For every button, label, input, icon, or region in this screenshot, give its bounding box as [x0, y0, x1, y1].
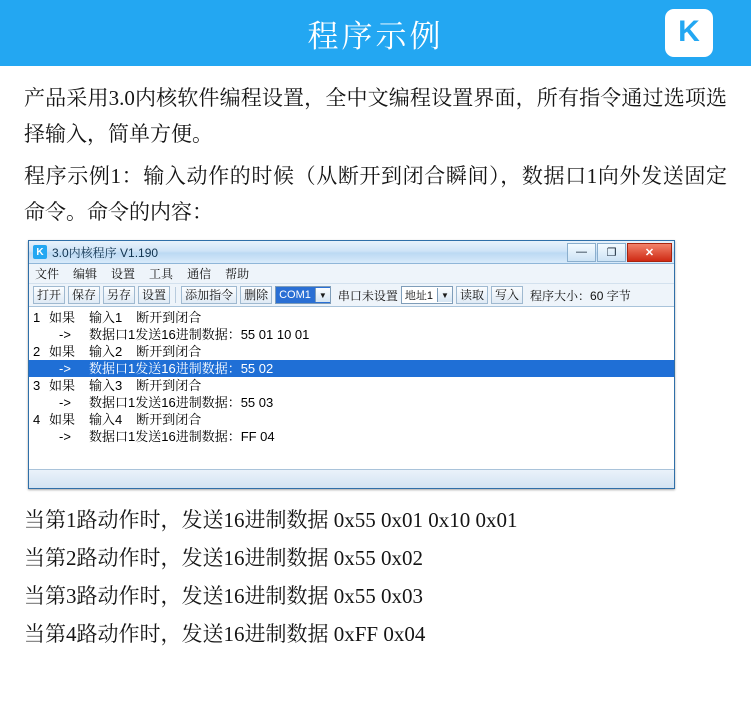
- program-editor-window: [28, 240, 675, 489]
- program-row[interactable]: [29, 377, 674, 394]
- address-value: 地址1: [404, 290, 434, 302]
- write-button[interactable]: 写入: [491, 286, 523, 304]
- row-number: 4: [33, 412, 41, 427]
- program-row-selected[interactable]: [29, 360, 674, 377]
- settings-button[interactable]: 设置: [138, 286, 170, 304]
- menu-item-comm[interactable]: 通信: [187, 267, 212, 281]
- close-button[interactable]: ✕: [627, 243, 672, 262]
- menubar: [29, 264, 674, 284]
- brand-logo-icon: K: [678, 15, 700, 48]
- save-as-button[interactable]: 另存: [103, 286, 135, 304]
- row-action: 数据口1发送16进制数据：55 02: [89, 361, 274, 376]
- maximize-button[interactable]: ❐: [597, 243, 626, 262]
- statusbar: [29, 469, 674, 488]
- window-controls: [567, 243, 672, 262]
- row-arrow-icon: ->: [59, 429, 71, 444]
- row-action: 断开到闭合: [136, 344, 202, 359]
- row-number: 2: [33, 344, 41, 359]
- row-condition: 输入1: [89, 310, 123, 325]
- read-button[interactable]: 读取: [456, 286, 488, 304]
- menu-item-edit[interactable]: 编辑: [73, 267, 98, 281]
- row-keyword: 如果: [49, 344, 76, 359]
- row-action: 数据口1发送16进制数据：FF 04: [89, 429, 275, 444]
- note-line-3: 当第3路动作时，发送16进制数据 0x55 0x03: [24, 584, 423, 608]
- row-action: 数据口1发送16进制数据：55 03: [89, 395, 274, 410]
- row-number: 1: [33, 310, 41, 325]
- intro-section: [0, 66, 751, 489]
- chevron-down-icon[interactable]: ▼: [315, 288, 330, 302]
- note-line-2: 当第2路动作时，发送16进制数据 0x55 0x02: [24, 546, 423, 570]
- menu-item-file[interactable]: 文件: [35, 267, 60, 281]
- row-arrow-icon: ->: [59, 361, 71, 376]
- save-button[interactable]: 保存: [68, 286, 100, 304]
- program-row[interactable]: [29, 394, 674, 411]
- row-action: 断开到闭合: [136, 412, 202, 427]
- row-condition: 输入2: [89, 344, 123, 359]
- serial-port-select[interactable]: [275, 286, 331, 304]
- program-row[interactable]: [29, 326, 674, 343]
- note-line-4: 当第4路动作时，发送16进制数据 0xFF 0x04: [24, 622, 426, 646]
- program-row[interactable]: [29, 428, 674, 445]
- menu-item-help[interactable]: 帮助: [225, 267, 250, 281]
- window-titlebar: [29, 241, 674, 264]
- row-condition: 输入4: [89, 412, 123, 427]
- notes-section: [0, 489, 751, 653]
- row-number: 3: [33, 378, 41, 393]
- row-arrow-icon: ->: [59, 395, 71, 410]
- serial-port-value: COM1: [279, 289, 311, 301]
- intro-paragraph-2: 程序示例1：输入动作的时候（从断开到闭合瞬间），数据口1向外发送固定命令。命令的内容：: [24, 164, 727, 224]
- program-row[interactable]: [29, 309, 674, 326]
- chevron-down-icon[interactable]: ▼: [437, 288, 452, 302]
- row-action: 断开到闭合: [136, 310, 202, 325]
- program-size-label: 程序大小：60 字节: [530, 288, 631, 303]
- toolbar: [29, 284, 674, 307]
- page-banner: [0, 0, 751, 66]
- minimize-button[interactable]: —: [567, 243, 596, 262]
- brand-logo: [665, 9, 713, 57]
- row-action: 断开到闭合: [136, 378, 202, 393]
- program-row[interactable]: [29, 411, 674, 428]
- open-button[interactable]: 打开: [33, 286, 65, 304]
- page-title: 程序示例: [307, 18, 444, 54]
- row-arrow-icon: ->: [59, 327, 71, 342]
- serial-port-status: 串口未设置: [337, 288, 398, 303]
- menu-item-settings[interactable]: 设置: [111, 267, 136, 281]
- program-list[interactable]: [29, 307, 674, 469]
- row-keyword: 如果: [49, 412, 76, 427]
- address-select[interactable]: [401, 286, 453, 304]
- program-row[interactable]: [29, 343, 674, 360]
- toolbar-separator-1: [175, 287, 176, 303]
- row-condition: 输入3: [89, 378, 123, 393]
- row-keyword: 如果: [49, 378, 76, 393]
- note-line-1: 当第1路动作时，发送16进制数据 0x55 0x01 0x10 0x01: [24, 508, 518, 532]
- row-keyword: 如果: [49, 310, 76, 325]
- delete-instruction-button[interactable]: 删除: [240, 286, 272, 304]
- row-action: 数据口1发送16进制数据：55 01 10 01: [89, 327, 310, 342]
- app-icon: K: [33, 245, 47, 259]
- add-instruction-button[interactable]: 添加指令: [181, 286, 237, 304]
- intro-paragraph-1: 产品采用3.0内核软件编程设置，全中文编程设置界面，所有指令通过选项选择输入，简单方便。: [24, 86, 727, 146]
- menu-item-tools[interactable]: 工具: [149, 267, 174, 281]
- window-title: 3.0内核程序 V1.190: [52, 245, 159, 260]
